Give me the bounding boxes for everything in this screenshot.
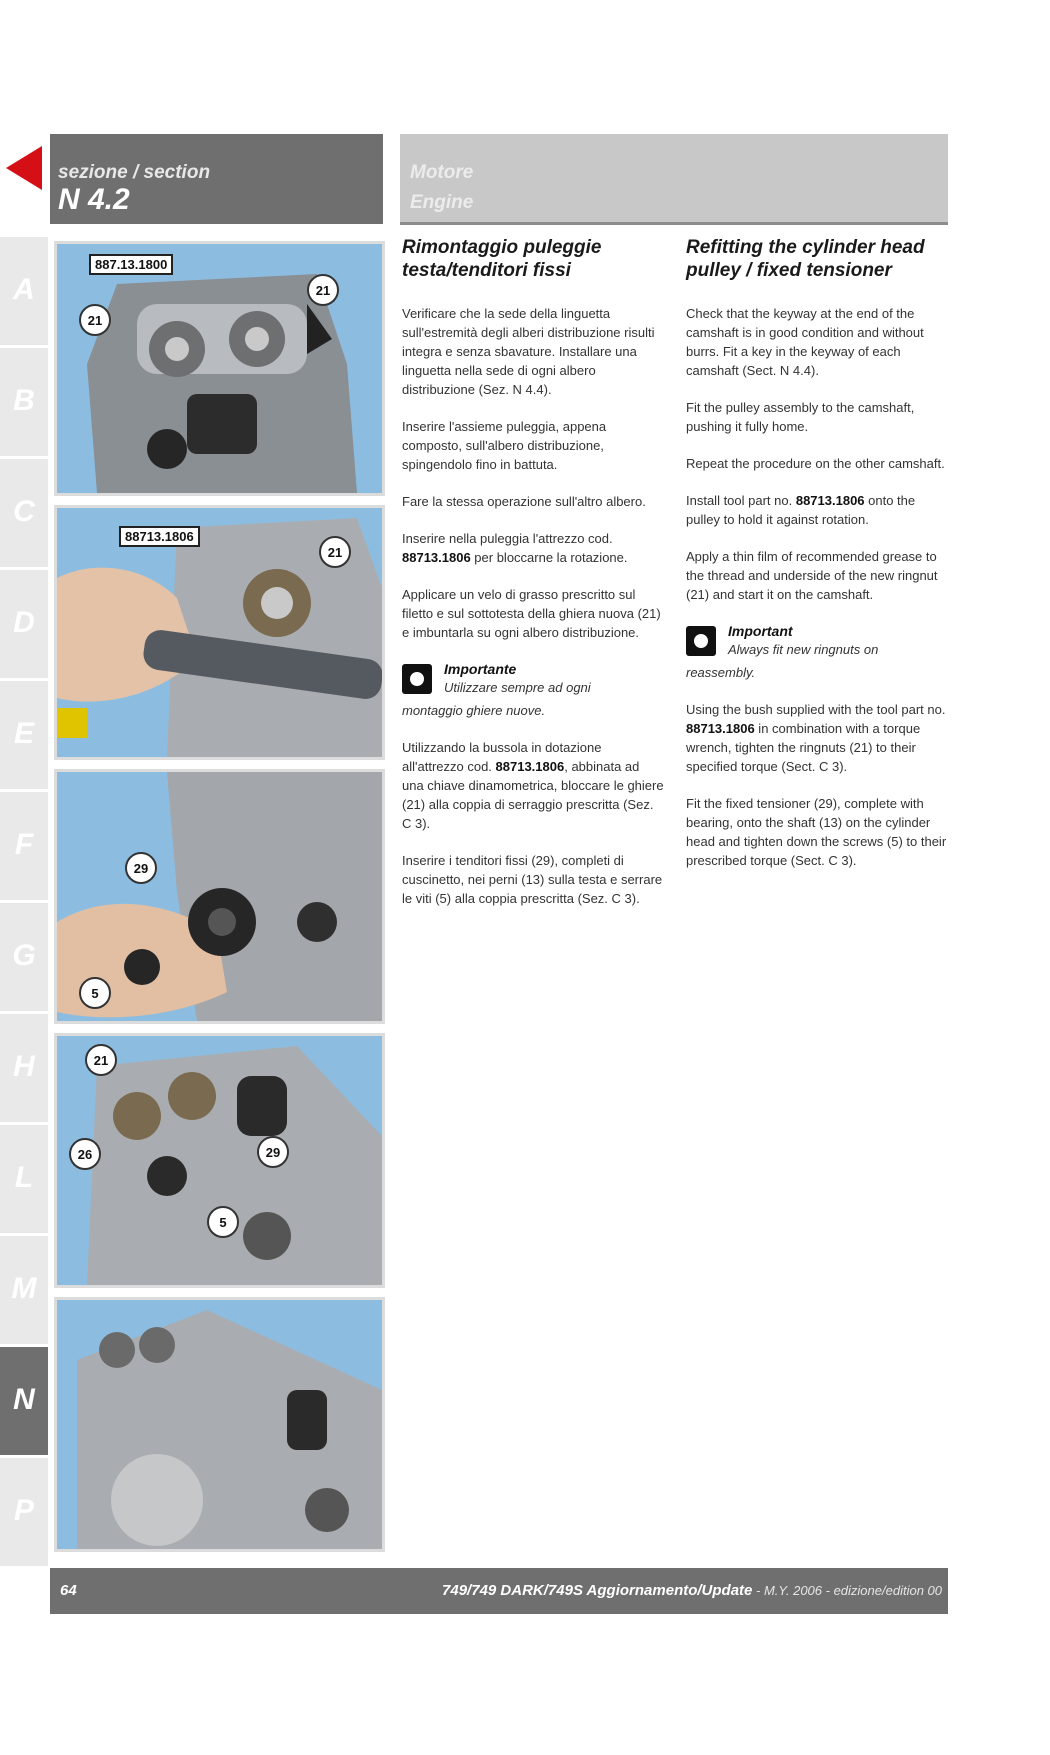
callout-5: 5 xyxy=(79,977,111,1009)
callout-21: 21 xyxy=(319,536,351,568)
paragraph-it-2: Inserire l'assieme puleggia, appena composto, sull'albero distribuzione, spingendolo fino in battuta. xyxy=(402,419,607,472)
tab-h[interactable]: H xyxy=(0,1014,48,1122)
warning-icon xyxy=(686,626,716,656)
page-number: 64 xyxy=(60,1582,77,1599)
tab-d[interactable]: D xyxy=(0,570,48,678)
paragraph-en-4: Install tool part no. 88713.1806 onto the pulley to hold it against rotation. xyxy=(686,493,916,527)
paragraph-en-7: Fit the fixed tensioner (29), complete with bearing, onto the shaft (13) on the cylinder head and tighten down the screws (5) to their prescribed torque (Sect. C 3). xyxy=(686,796,947,868)
callout-29: 29 xyxy=(125,852,157,884)
paragraph-en-3: Repeat the procedure on the other camshaft. xyxy=(686,456,945,471)
footer-title: 749/749 DARK/749S Aggiornamento/Update - M.Y. 2006 - edizione/edition 00 xyxy=(442,1582,942,1599)
tab-n-active[interactable]: N xyxy=(0,1347,48,1455)
photo-3-fixed-tensioner xyxy=(54,769,385,1024)
tab-p[interactable]: P xyxy=(0,1458,48,1566)
tool-code-label: 88713.1806 xyxy=(119,526,200,547)
important-note-en-cont: reassembly. xyxy=(686,665,756,680)
english-column xyxy=(686,236,948,888)
tool-code-label: 887.13.1800 xyxy=(89,254,173,275)
important-note-en: Important Always fit new ringnuts on xyxy=(686,622,948,659)
title-divider xyxy=(400,222,948,225)
photo-4-head-assembly xyxy=(54,1033,385,1288)
paragraph-en-6: Using the bush supplied with the tool part no. 88713.1806 in combination with a torque wrench, tighten the ringnuts (21) to their specified torque (Sect. C 3). xyxy=(686,702,946,774)
callout-5: 5 xyxy=(207,1206,239,1238)
callout-21: 21 xyxy=(85,1044,117,1076)
paragraph-it-7: Inserire i tenditori fissi (29), completi di cuscinetto, nei perni (13) sulla testa e serrare le viti (5) alla coppia prescritta (Sez. C 3). xyxy=(402,853,663,906)
tab-f[interactable]: F xyxy=(0,792,48,900)
photo-2-tool-install xyxy=(54,505,385,760)
paragraph-en-2: Fit the pulley assembly to the camshaft, pushing it fully home. xyxy=(686,400,915,434)
tab-c[interactable]: C xyxy=(0,459,48,567)
tab-b[interactable]: B xyxy=(0,348,48,456)
paragraph-it-3: Fare la stessa operazione sull'altro albero. xyxy=(402,494,646,509)
tab-m[interactable]: M xyxy=(0,1236,48,1344)
paragraph-en-5: Apply a thin film of recommended grease to the thread and underside of the new ringnut (21) and start it on the camshaft. xyxy=(686,549,938,602)
chapter-title-it: Motore xyxy=(410,162,474,183)
photo-1-camshaft-pulleys xyxy=(54,241,385,496)
important-note-it-cont: montaggio ghiere nuove. xyxy=(402,703,546,718)
tab-e[interactable]: E xyxy=(0,681,48,789)
italian-column xyxy=(402,236,664,926)
heading-it: Rimontaggio puleggie testa/tenditori fissi xyxy=(402,237,602,281)
tab-g[interactable]: G xyxy=(0,903,48,1011)
back-arrow-icon[interactable] xyxy=(6,146,42,190)
paragraph-it-6: Utilizzando la bussola in dotazione all'attrezzo cod. 88713.1806, abbinata ad una chiave dinamometrica, bloccare le ghiere (21) alla coppia di serraggio prescritta (Sez. C 3). xyxy=(402,740,664,831)
tab-l[interactable]: L xyxy=(0,1125,48,1233)
heading-en: Refitting the cylinder head pulley / fixed tensioner xyxy=(686,237,925,281)
chapter-title-en: Engine xyxy=(410,192,474,213)
callout-29: 29 xyxy=(257,1136,289,1168)
chapter-title-bar xyxy=(400,134,948,224)
paragraph-it-5: Applicare un velo di grasso prescritto sul filetto e sul sottotesta della ghiera nuova (21) e imbuntarla su ogni albero distribuzione. xyxy=(402,587,661,640)
callout-21: 21 xyxy=(307,274,339,306)
paragraph-it-4: Inserire nella puleggia l'attrezzo cod. 88713.1806 per bloccarne la rotazione. xyxy=(402,531,628,565)
warning-icon xyxy=(402,664,432,694)
paragraph-en-1: Check that the keyway at the end of the camshaft is in good condition and without burrs. Fit a key in the keyway of each camshaft (Sect. N 4.4). xyxy=(686,306,924,378)
photo-5-complete-engine xyxy=(54,1297,385,1552)
callout-26: 26 xyxy=(69,1138,101,1170)
section-label: sezione / section xyxy=(58,162,211,183)
callout-21: 21 xyxy=(79,304,111,336)
important-note-it: Importante Utilizzare sempre ad ogni xyxy=(402,660,664,697)
section-number: N 4.2 xyxy=(58,183,130,216)
tab-a[interactable]: A xyxy=(0,237,48,345)
paragraph-it-1: Verificare che la sede della linguetta sull'estremità degli alberi distribuzione risulti integra e senza sbavature. Installare una linguetta nella sede di ogni albero distribuzione (Sez. N 4.4). xyxy=(402,306,655,397)
